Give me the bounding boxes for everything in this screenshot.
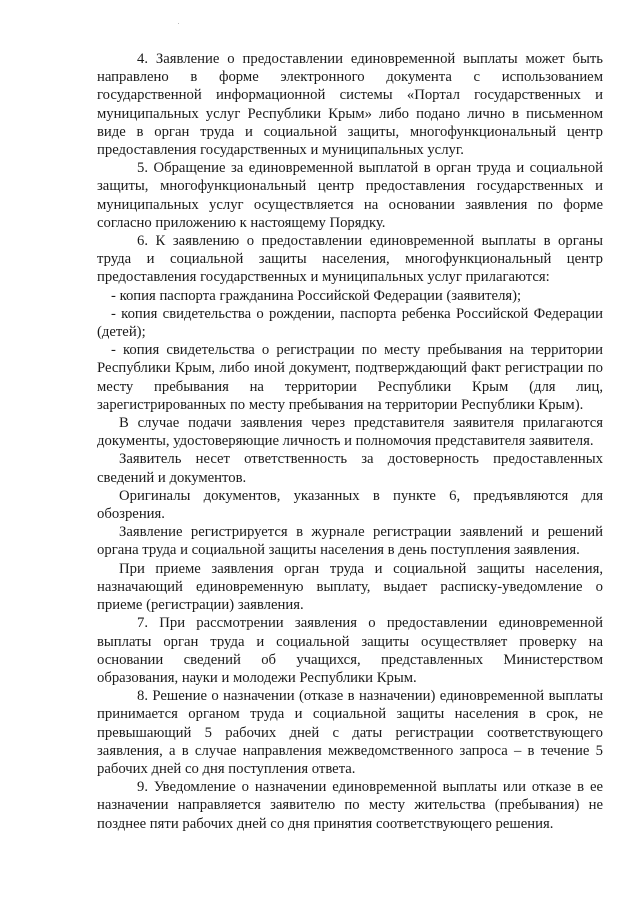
paragraph-representative: В случае подачи заявления через представителя заявителя прилагаются документы, удостоверяющие личность и полномочия представителя заявителя. <box>97 415 603 450</box>
scan-speck <box>178 23 179 24</box>
paragraph-item-4: 4. Заявление о предоставлении единовременной выплаты может быть направлено в форме электронного документа с использованием государственной информационной системы «Портал государственных и муниципальных услуг Республики Крым» либо подано лично в письменном виде в орган труда и социальной защиты, многофункциональный центр предоставления государственных и муниципальных услуг. <box>97 51 603 159</box>
paragraph-item-9: 9. Уведомление о назначении единовременной выплаты или отказе в ее назначении направляется заявителю по месту жительства (пребывания) не позднее пяти рабочих дней со дня принятия соответствующего решения. <box>97 779 603 832</box>
document-page <box>97 50 603 833</box>
paragraph-item-5: 5. Обращение за единовременной выплатой в орган труда и социальной защиты, многофункциональный центр предоставления государственных и муниципальных услуг осуществляется на основании заявления по форме согласно приложению к настоящему Порядку. <box>97 160 603 231</box>
paragraph-item-8: 8. Решение о назначении (отказе в назначении) единовременной выплаты принимается органом труда и социальной защиты населения в срок, не превышающий 5 рабочих дней с даты регистрации соответствующего заявления, а в случае направления межведомственного запроса – в течение 5 рабочих дней со дня поступления ответа. <box>97 688 603 777</box>
paragraph-receipt: При приеме заявления орган труда и социальной защиты населения, назначающий единовременную выплату, выдает расписку-уведомление о приеме (регистрации) заявления. <box>97 560 603 614</box>
paragraph-registration-journal: Заявление регистрируется в журнале регистрации заявлений и решений органа труда и социальной защиты населения в день поступления заявления. <box>97 524 603 559</box>
list-item-birth-certificate: - копия свидетельства о рождении, паспорта ребенка Российской Федерации (детей); <box>97 305 603 341</box>
list-item-passport: - копия паспорта гражданина Российской Федерации (заявителя); <box>111 287 522 304</box>
paragraph-originals: Оригиналы документов, указанных в пункте 6, предъявляются для обозрения. <box>97 487 603 523</box>
list-item-registration: - копия свидетельства о регистрации по месту пребывания на территории Республики Крым, либо иной документ, подтверждающий факт регистрации по месту пребывания на территории Республики Крым (для лиц, зарегистрированных по месту пребывания на территории Республики Крым). <box>97 342 603 413</box>
paragraph-item-6: 6. К заявлению о предоставлении единовременной выплаты в органы труда и социальной защиты населения, многофункциональный центр предоставления государственных и муниципальных услуг прилагаются: <box>97 233 603 286</box>
paragraph-item-7: 7. При рассмотрении заявления о предоставлении единовременной выплаты орган труда и социальной защиты осуществляет проверку на основании сведений об учащихся, представленных Министерством образования, науки и молодежи Республики Крым. <box>97 615 603 686</box>
paragraph-responsibility: Заявитель несет ответственность за достоверность предоставленных сведений и документов. <box>97 451 603 486</box>
